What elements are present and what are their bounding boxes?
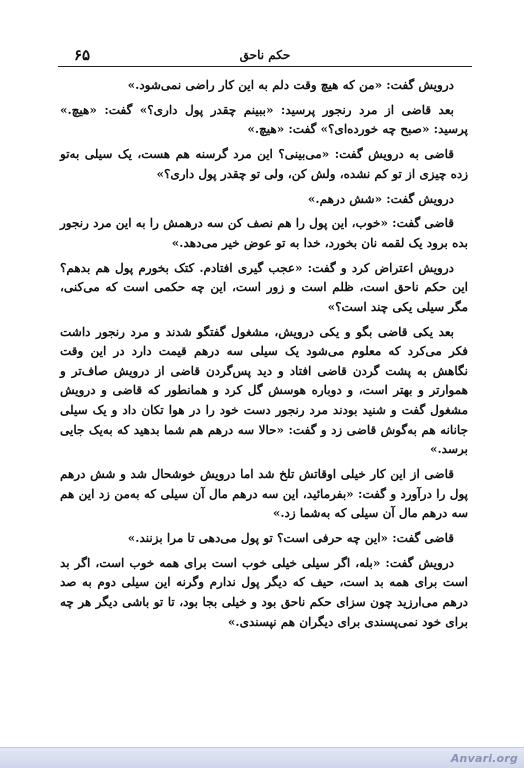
footer-bar [0, 747, 524, 768]
site-watermark: Anvari.org [450, 752, 518, 765]
paragraph: درویش گفت: «شش درهم.» [307, 191, 454, 206]
running-title: حکم ناحق [239, 48, 291, 62]
paragraph: درویش گفت: «من که هیچ وقت دلم به این کار راضی نمی‌شود.» [127, 78, 454, 92]
paragraph: قاضی گفت: «خوب، این پول را هم نصف کن سه درهمش را به این مرد رنجور بده برود یک لقمه نان بخورد، خدا به تو عوض خیر می‌دهد.» [60, 216, 468, 250]
paragraph: بعد قاضی از مرد رنجور پرسید: «ببینم چقدر پول داری؟» گفت: «هیچ.» پرسید: «صبح چه خورده‌ای؟» گفت: «هیچ.» [60, 102, 468, 137]
paragraph: بعد یکی قاضی بگو و یکی درویش، مشغول گفتگو شدند و مرد رنجور داشت فکر می‌کرد که معلوم می‌شود یک سیلی سه درهم قیمت دارد در این وقت نگاهش به پشت گردن قاضی افتاد و دید پس‌گردن قاضی از درویش صاف‌تر و هموارتر و بهتر است، و دوباره هوسش گل کرد و همانطور که قاضی و درویش مشغول گفت و شنید بودند مرد رنجور دست خود را در هوا تکان داد و یک سیلی جانانه هم به‌گوش قاضی زد و گفت: «حالا سه درهم هم شما بدهید که به‌یک جایی برسد.» [60, 324, 469, 457]
paragraph: قاضی از این کار خیلی اوقاتش تلخ شد اما درویش خوشحال شد و شش درهم پول را درآورد و گفت: «بفرمائید، این سه درهم مال آن سیلی که به‌من زد این هم سه درهم مال آن سیلی که به‌شما زد.» [60, 467, 468, 521]
paragraph: قاضی به درویش گفت: «می‌بینی؟ این مرد گرسنه هم هست، یک سیلی به‌تو زده چیزی از تو کم نشده، ولش کن، ولی تو چقدر پول داری؟» [60, 147, 468, 181]
paragraph: درویش گفت: «بله، اگر سیلی خیلی خوب است برای همه خوب است، اگر بد است برای همه بد است، حیف که دیگر پول ندارم وگرنه این سیلی دوم به صد درهم می‌ارزید چون سزای حکم ناحق بود و خیلی بجا بود، تا تو باشی دیگر هر چه برای خود نمی‌پسندی برای دیگران هم نپسندی.» [60, 555, 468, 629]
page-number: ۶۵ [74, 46, 91, 64]
header-rule [58, 66, 472, 67]
story-text [60, 76, 468, 637]
page-header [58, 46, 472, 68]
paragraph: درویش اعتراض کرد و گفت: «عجب گیری افتادم. کتک بخورم پول هم بدهم؟ این حکم ناحق است، ظلم است و زور است، این چه حکمی است که می‌کنی، مگر سیلی یکی چند است؟» [60, 260, 468, 314]
paragraph: قاضی گفت: «این چه حرفی است؟ تو پول می‌دهی تا مرا بزنند.» [127, 530, 454, 545]
